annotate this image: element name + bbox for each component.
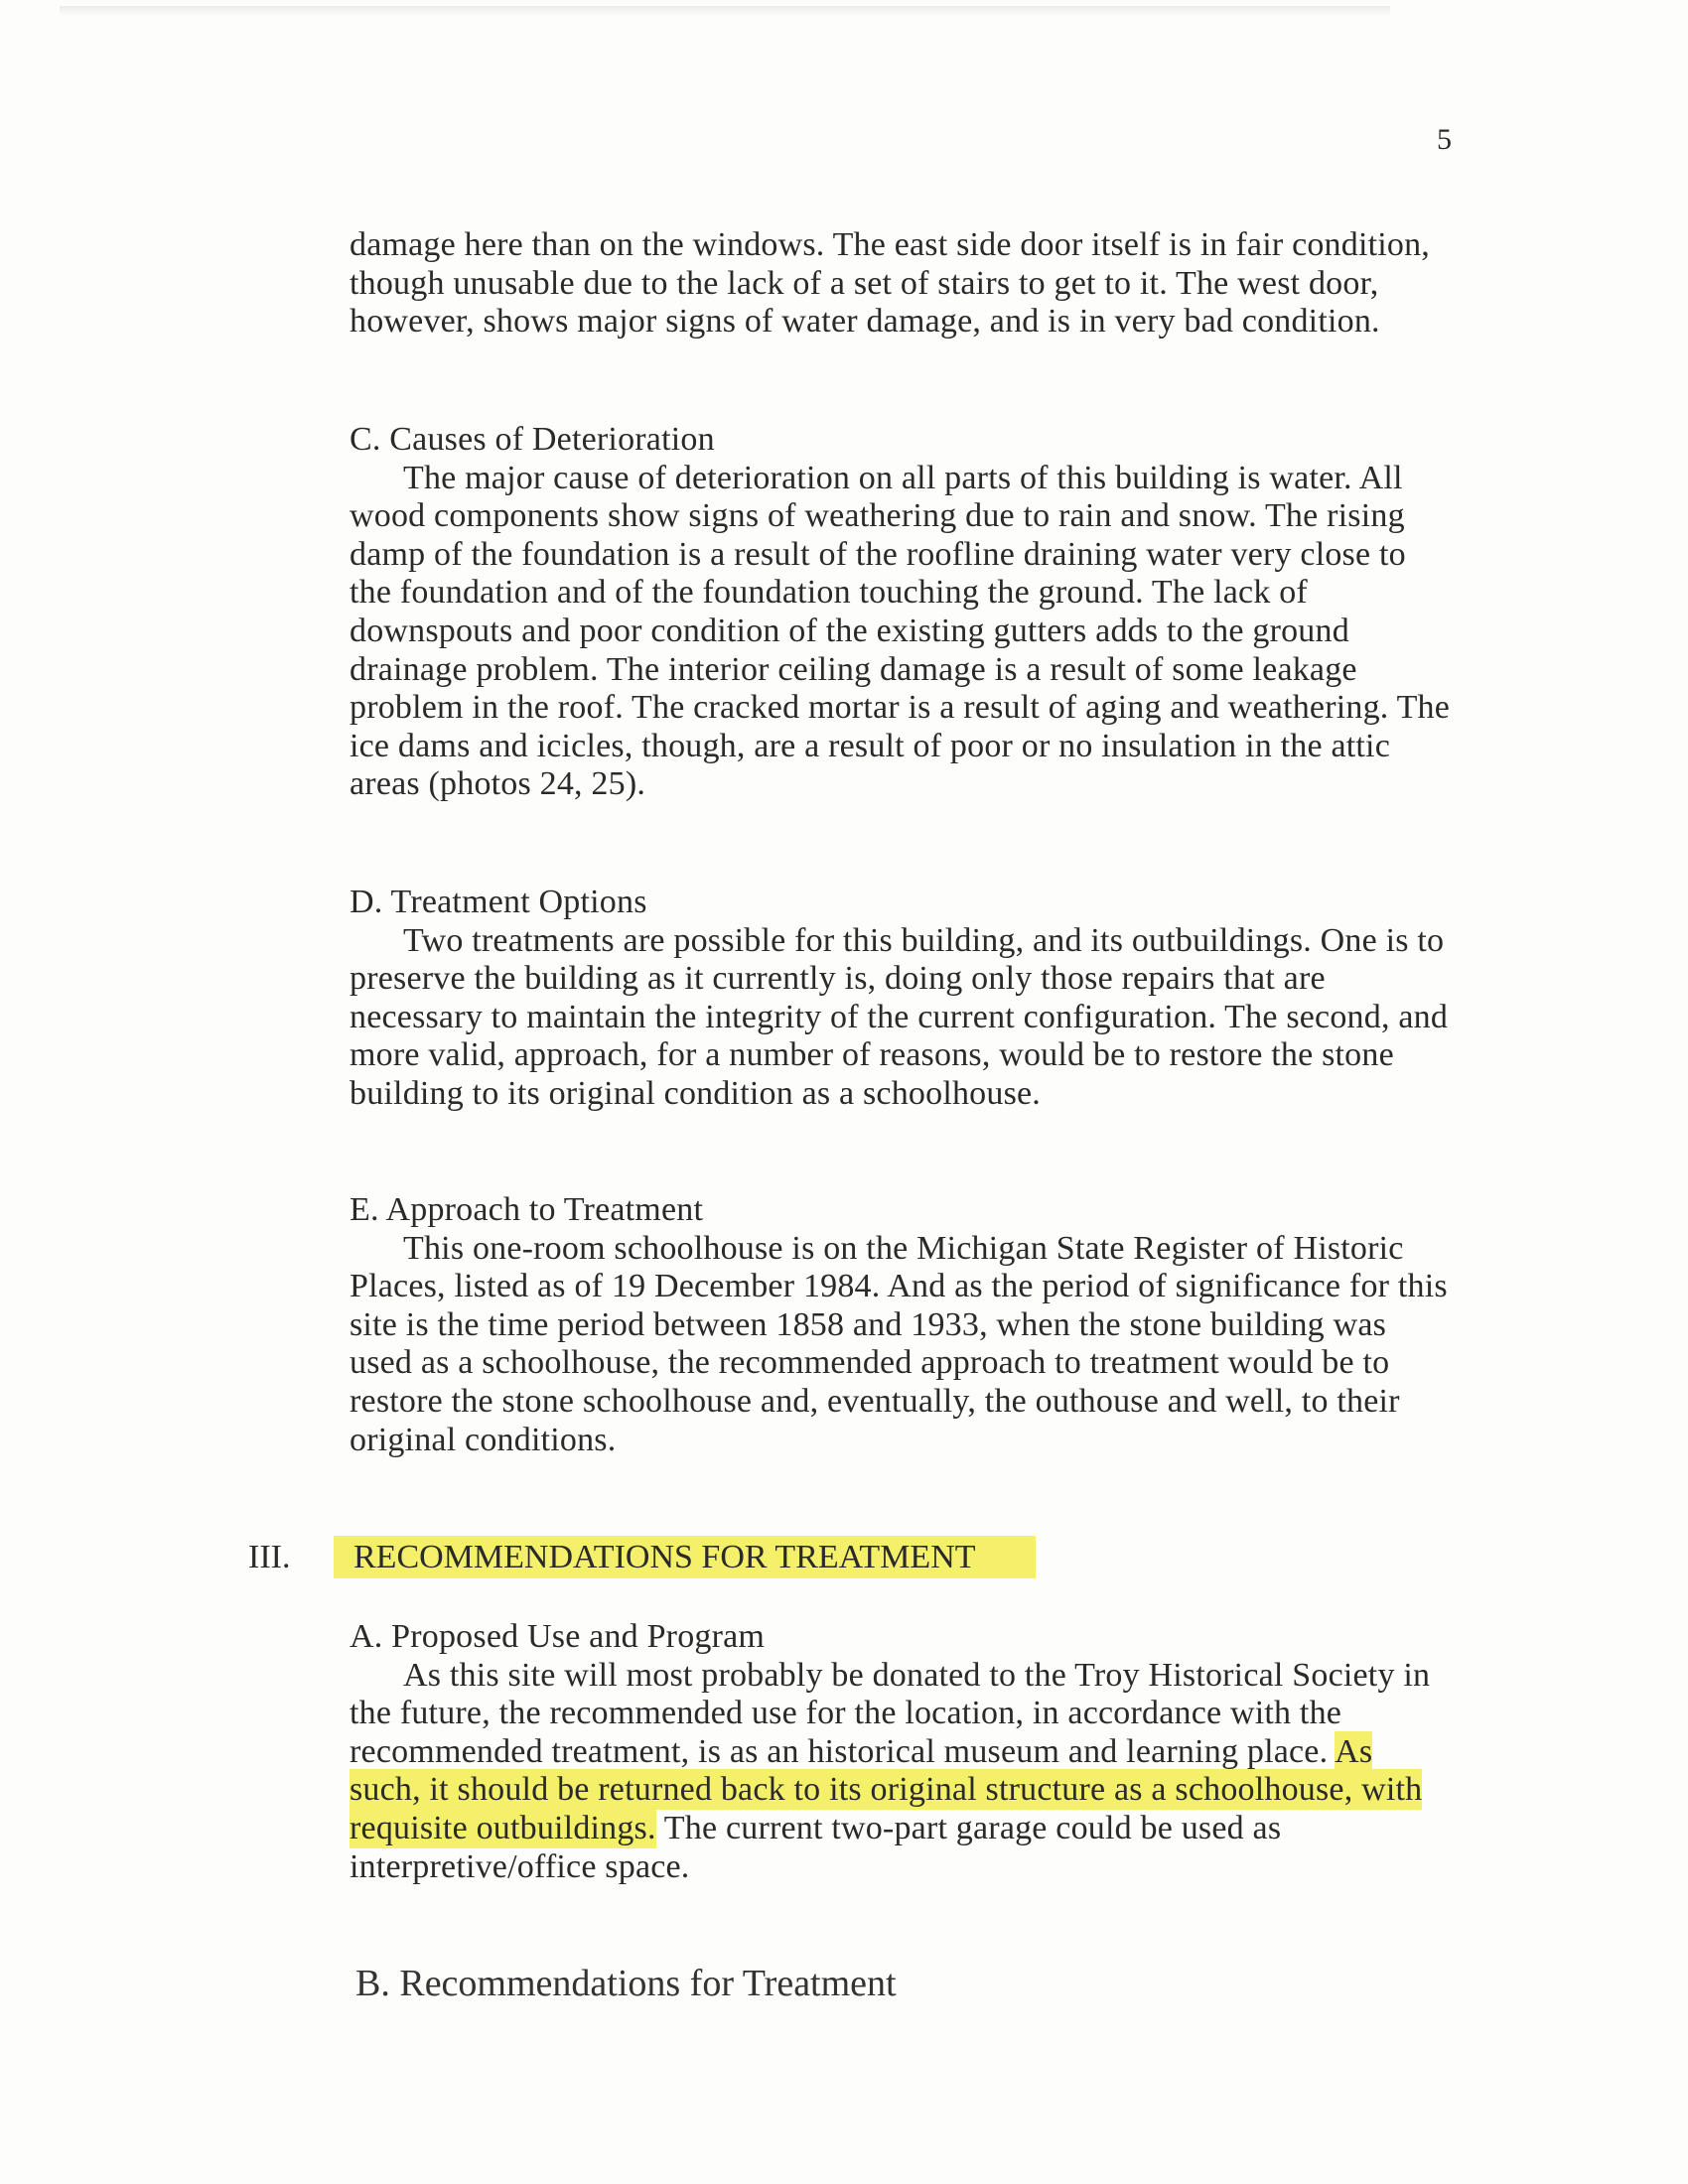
scan-edge-shadow	[60, 6, 1390, 16]
section-iii-title: RECOMMENDATIONS FOR TREATMENT	[334, 1536, 1036, 1578]
section-e-heading: E. Approach to Treatment	[350, 1191, 704, 1228]
section-a-text-after: The current two-part garage could be used as interpretive/office space.	[350, 1809, 1282, 1885]
page-number: 5	[1437, 123, 1452, 156]
section-c	[350, 421, 1452, 804]
section-e	[350, 1191, 1452, 1459]
section-c-heading: C. Causes of Deterioration	[350, 421, 715, 458]
section-a-text-before: As this site will most probably be donated to the Troy Historical Society in the future, the recommended use for the location, in accordance with the recommended treatment, is as an historical museum and learning place.	[350, 1656, 1431, 1770]
section-c-body: The major cause of deterioration on all parts of this building is water. All wood components show signs of weathering due to rain and snow. The rising damp of the foundation is a result of the roofline draining water very close to the foundation and of the foundation touching the ground. The lack of downspouts and poor condition of the existing gutters adds to the ground drainage problem. The interior ceiling damage is a result of some leakage problem in the roof. The cracked mortar is a result of aging and weathering. The ice dams and icicles, though, are a result of poor or no insulation in the attic areas (photos 24, 25).	[350, 459, 1451, 803]
section-d-heading: D. Treatment Options	[350, 884, 647, 920]
section-a-body	[350, 1657, 1452, 1887]
section-d-body: Two treatments are possible for this building, and its outbuildings. One is to preserve the building as it currently is, doing only those repairs that are necessary to maintain the integrity of the current configuration. The second, and more valid, approach, for a number of reasons, would be to restore the stone building to its original condition as a schoolhouse.	[350, 921, 1449, 1112]
section-d	[350, 884, 1452, 1114]
section-b-heading: B. Recommendations for Treatment	[355, 1963, 897, 2004]
section-iii-numeral: III.	[248, 1539, 291, 1575]
section-e-body: This one-room schoolhouse is on the Michigan State Register of Historic Places, listed as of 19 December 1984. And as the period of significance for this site is the time period between 1858 and 1933, when the stone building was used as a schoolhouse, the recommended approach to treatment would be to restore the stone schoolhouse and, eventually, the outhouse and well, to their original conditions.	[350, 1229, 1448, 1458]
section-iii-heading	[248, 1538, 1036, 1577]
section-a-heading: A. Proposed Use and Program	[350, 1618, 766, 1655]
section-a	[350, 1618, 1452, 1886]
intro-paragraph: damage here than on the windows. The east side door itself is in fair condition, though unusable due to the lack of a set of stairs to get to it. The west door, however, shows major signs of water damage, and is in very bad condition.	[350, 226, 1430, 341]
section-a-highlighted-text: As such, it should be returned back to its original structure as a schoolhouse, with requisite outbuildings.	[350, 1732, 1423, 1846]
intro-block	[350, 226, 1452, 341]
